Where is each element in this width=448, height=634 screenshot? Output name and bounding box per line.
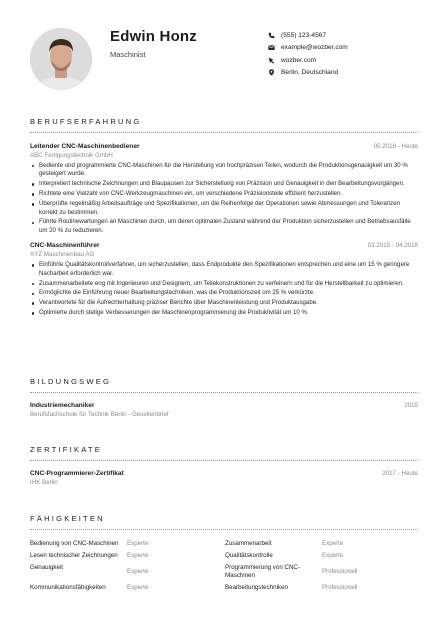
section-heading-certificates: ZERTIFIKATE <box>30 445 418 461</box>
skills-grid <box>30 540 418 592</box>
school-name: Berufsfachschule für Technik Berlin - Gesellenbrief <box>30 410 169 418</box>
certificate-date: 2017 - Heute <box>382 470 418 477</box>
job-entry <box>30 143 418 235</box>
job-dates: 05.2018 - Heute <box>373 143 418 150</box>
phone-icon <box>267 31 275 39</box>
section-heading-experience: BERUFSERFAHRUNG <box>30 117 418 133</box>
contact-location <box>267 67 348 80</box>
contact-email-text: example@wozber.com <box>281 44 348 52</box>
bullet-item: Richtete eine Vielzahl von CNC-Werkzeugmaschinen ein, um verschiedene Präzisionsteile effizient herzustellen. <box>30 190 418 198</box>
company-name: ABC Fertigungstechnik GmbH <box>30 151 113 159</box>
skill-name: Lesen technischer Zeichnungen <box>30 552 118 559</box>
certificates-section <box>30 445 418 486</box>
skill-level: Professionell <box>322 584 358 591</box>
job-title: Leitender CNC-Maschinenbediener <box>30 143 140 150</box>
bullet-item: Optimierte durch stetige Verbesserungen der Maschinenprogrammierung die Produktivität um 10 %. <box>30 309 418 317</box>
job-title: CNC-Maschinenführer <box>30 242 100 250</box>
skill-level: Experte <box>322 540 344 547</box>
bullet-item: Bediente und programmierte CNC-Maschinen für die Herstellung von hochpräzisen Teilen, wodurch die Produktionsgenauigkeit um 30 % gesteigert wurde. <box>30 162 418 179</box>
section-heading-education: BILDUNGSWEG <box>30 377 418 393</box>
job-bullets <box>30 162 418 235</box>
experience-section <box>30 117 418 319</box>
contact-phone <box>267 29 348 42</box>
skill-level: Experte <box>127 552 149 559</box>
certificate-entry <box>30 470 418 486</box>
bullet-item: Zusammenarbeitete eng mit Ingenieuren und Designern, um Teilekonstruktionen zu verfeinern und für die Herstellbarkeit zu optimieren. <box>30 280 418 288</box>
candidate-name: Edwin Honz <box>110 28 197 45</box>
education-entry <box>30 402 418 418</box>
bullet-item: Führte Routinewartungen an Maschinen durch, um deren optimalen Zustand während der Produktion sicherzustellen und Betriebsausfälle um 20 % zu reduzieren. <box>30 218 418 235</box>
location-pin-icon <box>267 69 275 77</box>
skill-level: Experte <box>127 540 149 547</box>
bullet-item: Interpretiert technische Zeichnungen und Blaupausen zur Sicherstellung von Präzision und Genauigkeit in den Bearbeitungsvorgängen. <box>30 180 418 188</box>
education-section <box>30 377 418 418</box>
portrait-image <box>30 28 92 90</box>
job-title: Maschinist <box>110 50 146 59</box>
job-bullets <box>30 261 418 317</box>
job-entry <box>30 242 418 317</box>
contact-location-text: Berlin, Deutschland <box>281 69 339 77</box>
skill-level: Professionell <box>322 568 358 575</box>
skills-section <box>30 514 418 592</box>
contact-website-text: wozber.com <box>281 56 317 64</box>
contact-phone-text: (555) 123-4567 <box>281 31 327 39</box>
degree-title: Industriemechaniker <box>30 402 95 409</box>
certificate-issuer: IHK Berlin <box>30 478 58 486</box>
link-icon <box>267 56 275 64</box>
skill-name: Zusammenarbeit <box>225 540 272 547</box>
contact-email[interactable] <box>267 42 348 55</box>
skill-name: Kommunikationsfähigkeiten <box>30 584 106 591</box>
contact-website[interactable] <box>267 54 348 67</box>
envelope-icon <box>267 44 275 52</box>
skill-level: Experte <box>127 584 149 591</box>
profile-photo <box>30 28 92 90</box>
skill-level: Experte <box>322 552 344 559</box>
skill-name: Qualitätskontrolle <box>225 552 273 559</box>
bullet-item: Ermöglichte die Einführung neuer Bearbeitungstechniken, was die Produktionszeit um 25 % verkürzte. <box>30 289 418 297</box>
contact-list <box>267 29 348 79</box>
section-heading-skills: FÄHIGKEITEN <box>30 514 418 530</box>
certificate-title: CNC-Programmierer-Zertifikat <box>30 470 124 477</box>
skill-name: Bearbeitungstechniken <box>225 584 288 591</box>
bullet-item: Einführte Qualitätskontrollverfahren, um sicherzustellen, dass Endprodukte den Spezifikationen entsprechen und eine um 15 % geringere Nacharbeit erforderlich war. <box>30 261 418 278</box>
skill-name: Programmierung von CNC-Maschinen <box>225 564 300 579</box>
skill-level: Experte <box>127 568 149 575</box>
education-date: 2015 <box>404 402 418 409</box>
skill-name: Genauigkeit <box>30 564 64 571</box>
job-dates: 03.2015 - 04.2018 <box>367 242 418 250</box>
skill-name: Bedienung von CNC-Maschinen <box>30 540 119 547</box>
bullet-item: Überprüfte regelmäßig Arbeitsaufträge und Spezifikationen, um die Reihenfolge der Operationen sowie Abmessungen und Toleranzen korrekt zu bestimmen. <box>30 200 418 217</box>
company-name: XYZ Maschinenbau AG <box>30 250 95 258</box>
bullet-item: Verantwortete für die Aufrechterhaltung präziser Berichte über Maschinenleistung und Produktausgabe. <box>30 299 418 307</box>
